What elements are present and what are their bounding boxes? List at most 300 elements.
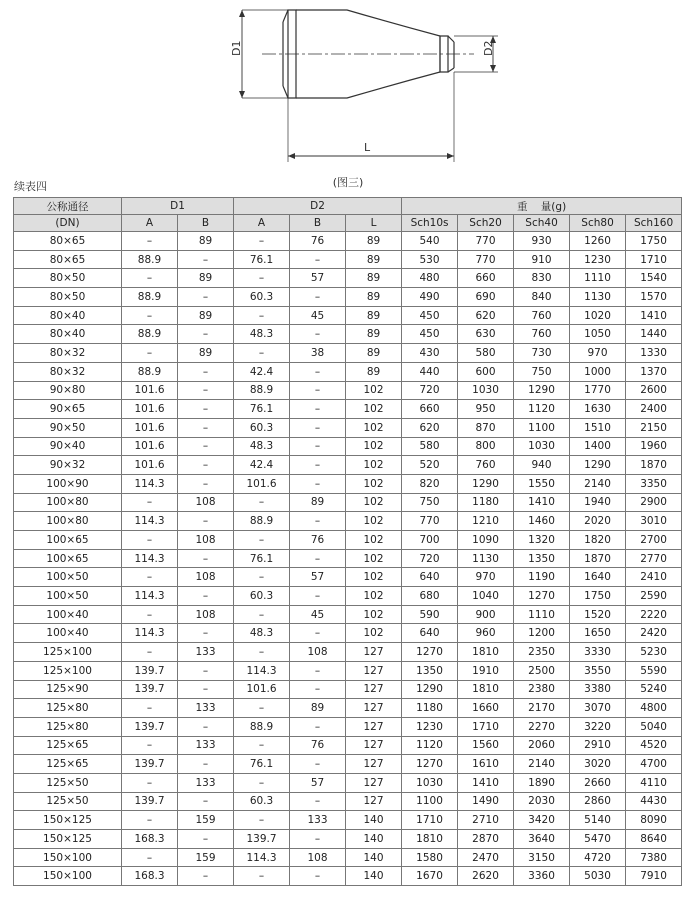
cell-length: 127 [346,717,402,736]
cell-d1-b: – [178,587,234,606]
table-row [14,512,682,531]
cell-weight-sch20: 800 [458,437,514,456]
cell-d2-b: – [290,437,346,456]
cell-d2-b: – [290,717,346,736]
cell-weight-sch160: 2410 [626,568,682,587]
cell-d2-a: 42.4 [234,456,290,475]
cell-d2-a: – [234,531,290,550]
cell-d2-a: 76.1 [234,400,290,419]
cell-d2-a: 76.1 [234,250,290,269]
cell-d1-b: – [178,755,234,774]
cell-weight-sch40: 2140 [514,755,570,774]
table-row [14,867,682,886]
cell-weight-sch40: 3640 [514,830,570,849]
cell-length: 140 [346,830,402,849]
cell-weight-sch20: 630 [458,325,514,344]
cell-weight-sch20: 950 [458,400,514,419]
cell-nominal-size: 125×100 [14,661,122,680]
table-row [14,288,682,307]
cell-d1-b: – [178,512,234,531]
d2-label: D2 [482,40,495,56]
d1-label: D1 [230,40,243,56]
cell-weight-sch160: 2420 [626,624,682,643]
cell-weight-sch160: 7910 [626,867,682,886]
cell-nominal-size: 125×50 [14,792,122,811]
cell-d1-a: 139.7 [122,755,178,774]
cell-length: 102 [346,549,402,568]
cell-nominal-size: 100×50 [14,568,122,587]
table-row [14,549,682,568]
cell-length: 89 [346,288,402,307]
cell-d2-a: 60.3 [234,418,290,437]
figure-caption: (图三) [332,176,364,189]
cell-weight-sch80: 2140 [570,474,626,493]
cell-weight-sch20: 2870 [458,830,514,849]
cell-length: 127 [346,773,402,792]
cell-length: 127 [346,661,402,680]
cell-d2-a: 48.3 [234,325,290,344]
cell-d2-a: – [234,568,290,587]
cell-d1-b: 159 [178,848,234,867]
cell-d2-a: 101.6 [234,474,290,493]
cell-weight-sch160: 3010 [626,512,682,531]
cell-weight-sch160: 4520 [626,736,682,755]
cell-nominal-size: 90×65 [14,400,122,419]
cell-d1-a: – [122,848,178,867]
reducer-drawing [0,0,694,195]
cell-weight-sch80: 1940 [570,493,626,512]
table-row [14,250,682,269]
cell-weight-sch10s: 1030 [402,773,458,792]
cell-d2-a: – [234,867,290,886]
cell-length: 127 [346,736,402,755]
cell-d2-b: – [290,325,346,344]
cell-d1-a: 139.7 [122,792,178,811]
cell-weight-sch20: 1090 [458,531,514,550]
cell-d1-a: 88.9 [122,325,178,344]
cell-weight-sch80: 3380 [570,680,626,699]
cell-nominal-size: 80×32 [14,344,122,363]
cell-length: 89 [346,325,402,344]
cell-d2-b: – [290,755,346,774]
cell-d2-a: – [234,232,290,251]
cell-d2-b: – [290,288,346,307]
cell-weight-sch80: 1870 [570,549,626,568]
cell-weight-sch10s: 590 [402,605,458,624]
cell-d1-b: – [178,474,234,493]
table-row [14,811,682,830]
cell-length: 102 [346,437,402,456]
cell-nominal-size: 150×125 [14,811,122,830]
table-row [14,269,682,288]
cell-weight-sch80: 1110 [570,269,626,288]
cell-weight-sch80: 1230 [570,250,626,269]
cell-d2-b: – [290,381,346,400]
cell-weight-sch20: 620 [458,306,514,325]
cell-weight-sch40: 1550 [514,474,570,493]
cell-d1-b: – [178,680,234,699]
cell-d1-a: 88.9 [122,250,178,269]
cell-d2-b: 57 [290,568,346,587]
cell-weight-sch160: 1540 [626,269,682,288]
cell-weight-sch80: 1050 [570,325,626,344]
table-row [14,624,682,643]
table-row [14,474,682,493]
cell-d1-a: 114.3 [122,512,178,531]
cell-d2-b: – [290,549,346,568]
cell-weight-sch10s: 1670 [402,867,458,886]
cell-weight-sch10s: 1270 [402,643,458,662]
header-nominal: 公称通径 [14,198,122,215]
cell-weight-sch40: 840 [514,288,570,307]
cell-length: 102 [346,568,402,587]
cell-d2-a: – [234,736,290,755]
header-sch160: Sch160 [626,215,682,232]
cell-weight-sch40: 3360 [514,867,570,886]
cell-length: 102 [346,531,402,550]
cell-d2-a: – [234,269,290,288]
cell-nominal-size: 150×100 [14,867,122,886]
cell-weight-sch160: 1960 [626,437,682,456]
cell-weight-sch160: 2770 [626,549,682,568]
cell-d2-b: 76 [290,531,346,550]
cell-weight-sch10s: 1810 [402,830,458,849]
cell-weight-sch40: 3420 [514,811,570,830]
cell-d2-a: 88.9 [234,717,290,736]
cell-weight-sch80: 1400 [570,437,626,456]
cell-d1-a: – [122,493,178,512]
cell-d1-a: – [122,643,178,662]
cell-d1-b: – [178,661,234,680]
cell-weight-sch20: 1660 [458,699,514,718]
cell-nominal-size: 125×80 [14,699,122,718]
cell-weight-sch10s: 620 [402,418,458,437]
header-weight: 重 量(g) [402,198,682,215]
cell-d1-a: – [122,773,178,792]
cell-weight-sch80: 3220 [570,717,626,736]
cell-weight-sch10s: 1230 [402,717,458,736]
header-sch40: Sch40 [514,215,570,232]
cell-d1-a: – [122,531,178,550]
cell-d2-a: 48.3 [234,437,290,456]
table-row [14,661,682,680]
cell-d2-b: – [290,792,346,811]
cell-weight-sch40: 930 [514,232,570,251]
cell-weight-sch20: 1610 [458,755,514,774]
cell-weight-sch160: 1870 [626,456,682,475]
table-row [14,325,682,344]
l-label: L [364,141,371,154]
reducer-dimension-table [13,197,682,886]
cell-d1-b: 108 [178,531,234,550]
cell-d2-b: – [290,400,346,419]
cell-d2-a: 114.3 [234,661,290,680]
header-d2: D2 [234,198,402,215]
cell-d1-b: – [178,624,234,643]
cell-d2-a: 48.3 [234,624,290,643]
cell-nominal-size: 80×32 [14,362,122,381]
table-row [14,493,682,512]
cell-weight-sch40: 910 [514,250,570,269]
cell-d2-b: 76 [290,736,346,755]
cell-weight-sch20: 2710 [458,811,514,830]
table-row [14,773,682,792]
table-row [14,830,682,849]
cell-weight-sch20: 1710 [458,717,514,736]
cell-length: 89 [346,232,402,251]
cell-weight-sch40: 2060 [514,736,570,755]
cell-nominal-size: 100×65 [14,531,122,550]
cell-weight-sch160: 2900 [626,493,682,512]
table-body [14,232,682,886]
cell-weight-sch10s: 480 [402,269,458,288]
cell-weight-sch40: 1190 [514,568,570,587]
cell-weight-sch20: 1040 [458,587,514,606]
cell-weight-sch40: 1110 [514,605,570,624]
cell-weight-sch20: 690 [458,288,514,307]
cell-nominal-size: 150×100 [14,848,122,867]
cell-nominal-size: 125×50 [14,773,122,792]
cell-weight-sch80: 5140 [570,811,626,830]
table-row [14,643,682,662]
cell-nominal-size: 100×80 [14,512,122,531]
cell-weight-sch80: 2910 [570,736,626,755]
cell-weight-sch40: 2270 [514,717,570,736]
table-row [14,605,682,624]
cell-weight-sch40: 1460 [514,512,570,531]
cell-weight-sch160: 8640 [626,830,682,849]
cell-d1-a: – [122,306,178,325]
cell-d1-b: – [178,549,234,568]
cell-d2-b: 45 [290,605,346,624]
cell-weight-sch160: 4800 [626,699,682,718]
table-row [14,418,682,437]
cell-weight-sch10s: 660 [402,400,458,419]
cell-weight-sch160: 5240 [626,680,682,699]
cell-d1-b: – [178,456,234,475]
cell-weight-sch10s: 1350 [402,661,458,680]
cell-weight-sch40: 750 [514,362,570,381]
cell-length: 102 [346,400,402,419]
cell-d1-b: – [178,830,234,849]
cell-weight-sch10s: 580 [402,437,458,456]
cell-weight-sch160: 2150 [626,418,682,437]
cell-d1-b: 133 [178,643,234,662]
cell-weight-sch20: 600 [458,362,514,381]
cell-weight-sch40: 1290 [514,381,570,400]
cell-d2-a: 101.6 [234,680,290,699]
cell-d1-a: – [122,811,178,830]
cell-weight-sch160: 5590 [626,661,682,680]
cell-weight-sch80: 1020 [570,306,626,325]
cell-weight-sch40: 1200 [514,624,570,643]
cell-nominal-size: 80×65 [14,232,122,251]
cell-d2-b: – [290,680,346,699]
cell-d2-b: – [290,512,346,531]
cell-d2-b: – [290,867,346,886]
cell-weight-sch40: 2030 [514,792,570,811]
cell-d2-a: – [234,643,290,662]
cell-d1-b: 133 [178,736,234,755]
cell-weight-sch40: 1350 [514,549,570,568]
cell-d1-a: 101.6 [122,381,178,400]
cell-d1-a: 139.7 [122,661,178,680]
cell-length: 102 [346,512,402,531]
cell-d1-a: 114.3 [122,624,178,643]
cell-d2-a: – [234,605,290,624]
cell-weight-sch160: 2700 [626,531,682,550]
cell-nominal-size: 125×65 [14,755,122,774]
table-row [14,400,682,419]
cell-nominal-size: 80×50 [14,269,122,288]
cell-weight-sch10s: 430 [402,344,458,363]
cell-weight-sch10s: 540 [402,232,458,251]
header-sch10s: Sch10s [402,215,458,232]
cell-weight-sch80: 1750 [570,587,626,606]
cell-d2-a: 42.4 [234,362,290,381]
cell-weight-sch160: 4700 [626,755,682,774]
cell-weight-sch40: 1890 [514,773,570,792]
cell-weight-sch80: 1130 [570,288,626,307]
cell-weight-sch20: 960 [458,624,514,643]
cell-weight-sch20: 1030 [458,381,514,400]
cell-length: 102 [346,587,402,606]
cell-nominal-size: 125×90 [14,680,122,699]
cell-weight-sch160: 7380 [626,848,682,867]
table-row [14,755,682,774]
cell-weight-sch20: 660 [458,269,514,288]
cell-d2-b: 108 [290,643,346,662]
cell-weight-sch10s: 450 [402,306,458,325]
cell-weight-sch10s: 770 [402,512,458,531]
table-row [14,792,682,811]
cell-d2-a: – [234,344,290,363]
cell-weight-sch10s: 750 [402,493,458,512]
cell-weight-sch160: 2600 [626,381,682,400]
cell-d2-b: 89 [290,699,346,718]
cell-weight-sch160: 4110 [626,773,682,792]
cell-d2-a: 114.3 [234,848,290,867]
cell-d1-a: – [122,605,178,624]
cell-length: 102 [346,624,402,643]
cell-d1-a: 101.6 [122,418,178,437]
cell-weight-sch80: 5030 [570,867,626,886]
cell-nominal-size: 80×40 [14,325,122,344]
cell-weight-sch40: 760 [514,325,570,344]
table-row [14,381,682,400]
cell-weight-sch80: 1290 [570,456,626,475]
cell-weight-sch40: 3150 [514,848,570,867]
cell-nominal-size: 125×65 [14,736,122,755]
cell-weight-sch40: 940 [514,456,570,475]
cell-d1-b: – [178,717,234,736]
cell-length: 102 [346,381,402,400]
cell-d1-a: 139.7 [122,717,178,736]
cell-d2-a: – [234,493,290,512]
cell-d1-b: – [178,437,234,456]
cell-weight-sch20: 1810 [458,680,514,699]
cell-d1-a: – [122,699,178,718]
cell-weight-sch10s: 1100 [402,792,458,811]
cell-nominal-size: 100×65 [14,549,122,568]
cell-weight-sch20: 1180 [458,493,514,512]
cell-d2-b: – [290,418,346,437]
cell-d1-a: – [122,269,178,288]
cell-weight-sch160: 1710 [626,250,682,269]
cell-weight-sch160: 5040 [626,717,682,736]
cell-length: 89 [346,362,402,381]
cell-d1-a: 168.3 [122,867,178,886]
cell-d1-a: 101.6 [122,456,178,475]
cell-d1-a: 114.3 [122,474,178,493]
cell-weight-sch10s: 1290 [402,680,458,699]
table-row [14,437,682,456]
cell-d2-b: 76 [290,232,346,251]
cell-weight-sch10s: 1580 [402,848,458,867]
table-row [14,680,682,699]
cell-weight-sch10s: 450 [402,325,458,344]
cell-d1-a: 101.6 [122,437,178,456]
cell-nominal-size: 100×50 [14,587,122,606]
table-row [14,568,682,587]
cell-d1-b: – [178,325,234,344]
table-row [14,717,682,736]
table-row [14,531,682,550]
cell-weight-sch80: 5470 [570,830,626,849]
header-d1-a: A [122,215,178,232]
cell-d2-b: – [290,624,346,643]
cell-d1-b: – [178,250,234,269]
cell-weight-sch160: 4430 [626,792,682,811]
cell-weight-sch40: 1270 [514,587,570,606]
cell-d1-b: – [178,418,234,437]
cell-d1-a: 88.9 [122,288,178,307]
cell-weight-sch10s: 520 [402,456,458,475]
cell-weight-sch80: 1520 [570,605,626,624]
cell-d1-b: 108 [178,568,234,587]
header-d2-a: A [234,215,290,232]
cell-d2-b: 57 [290,269,346,288]
cell-d1-a: 101.6 [122,400,178,419]
cell-weight-sch80: 2020 [570,512,626,531]
cell-d1-b: – [178,792,234,811]
cell-weight-sch10s: 1710 [402,811,458,830]
cell-weight-sch160: 1410 [626,306,682,325]
cell-weight-sch40: 2350 [514,643,570,662]
cell-weight-sch80: 1640 [570,568,626,587]
cell-d2-a: 88.9 [234,381,290,400]
cell-d1-b: – [178,288,234,307]
cell-weight-sch40: 760 [514,306,570,325]
cell-weight-sch80: 2660 [570,773,626,792]
cell-d1-b: 89 [178,306,234,325]
cell-d1-a: 114.3 [122,549,178,568]
cell-weight-sch160: 2400 [626,400,682,419]
cell-d2-b: 57 [290,773,346,792]
cell-weight-sch40: 1120 [514,400,570,419]
cell-d2-a: 76.1 [234,755,290,774]
cell-d1-b: 89 [178,269,234,288]
table-row [14,344,682,363]
cell-weight-sch80: 1260 [570,232,626,251]
cell-length: 127 [346,680,402,699]
cell-d1-b: – [178,362,234,381]
cell-weight-sch40: 2380 [514,680,570,699]
cell-d2-a: 88.9 [234,512,290,531]
cell-nominal-size: 100×80 [14,493,122,512]
cell-d2-b: – [290,362,346,381]
cell-weight-sch80: 1630 [570,400,626,419]
